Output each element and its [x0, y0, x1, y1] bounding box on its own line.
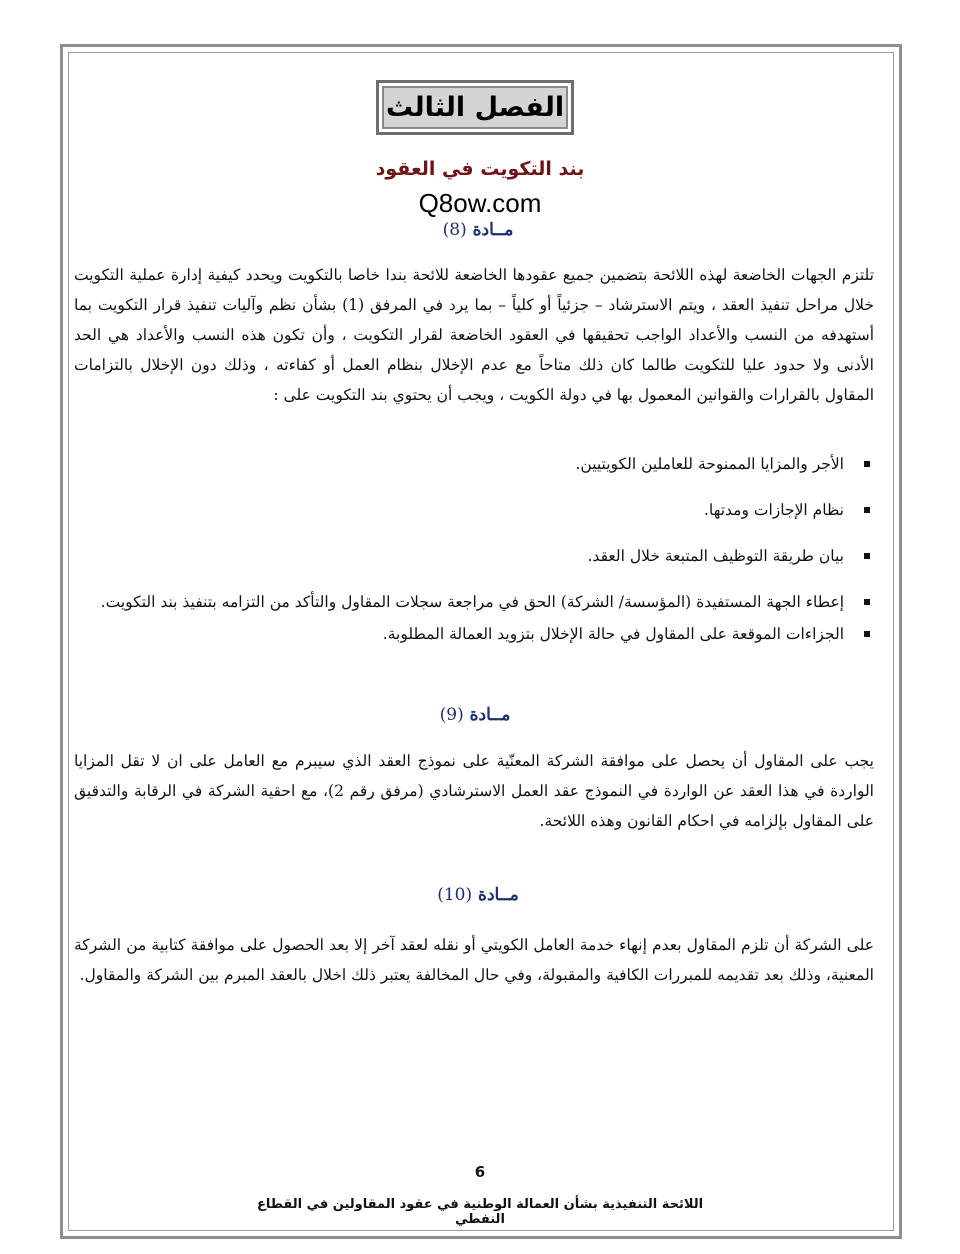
- article-10-heading-word: مــادة: [478, 885, 519, 905]
- article-9-paragraph: يجب على المقاول أن يحصل على موافقة الشركة المعنّية على نموذج العقد الذي سيبرم مع العامل على ان لا تقل المزايا الواردة في هذا العقد عن الواردة في النموذج عقد العمل الاسترشادي (مرفق رقم 2)، مع احقية الشركة في الرقابة والتدقيق على المقاول بإلزامه في احكام القانون وهذه اللائحة.: [74, 752, 874, 830]
- bullet-square-icon: [864, 553, 870, 559]
- section-title: بند التكويت في العقود: [375, 158, 585, 180]
- chapter-title: الفصل الثالث: [385, 92, 565, 123]
- bullet-square-icon: [864, 631, 870, 637]
- chapter-title-box: [376, 80, 574, 135]
- bullet-item: [74, 542, 844, 570]
- bullet-square-icon: [864, 461, 870, 467]
- footer-title: اللائحة التنفيذية بشأن العمالة الوطنية في عقود المقاولين في القطاع النفطي: [256, 1197, 704, 1227]
- article-8-bullet-list: [74, 450, 844, 648]
- article-10-paragraph: على الشركة أن تلزم المقاول بعدم إنهاء خدمة العامل الكويتي أو نقله لعقد آخر إلا بعد الحصول على موافقة كتابية من الشركة المعنية، وذلك بعد تقديمه للمبررات الكافية والمقبولة، وفي حال المخالفة يعتبر ذلك اخلال بالعقد المبرم بين الشركة والمقاول.: [74, 936, 874, 984]
- bullet-square-icon: [864, 599, 870, 605]
- article-9-heading-number: (9): [439, 705, 464, 725]
- article-8-heading-number: (8): [442, 220, 467, 240]
- page-number: 6: [474, 1163, 486, 1181]
- bullet-item: [74, 450, 844, 478]
- article-10-heading: [378, 885, 578, 905]
- article-8-heading-word: مــادة: [472, 220, 514, 240]
- article-8-heading: [378, 220, 578, 240]
- bullet-item: [74, 496, 844, 524]
- article-9-heading-word: مــادة: [469, 705, 511, 725]
- article-9-heading: [375, 705, 575, 725]
- article-8-paragraph: تلتزم الجهات الخاضعة لهذه اللائحة بتضمين جميع عقودها الخاضعة للائحة بندا خاصا بالتكويت ويحدد كيفية إدارة عملية التكويت خلال مراحل تنفيذ العقد ، ويتم الاسترشاد – جزئياً أو كلياً – بما يرد في المرفق (1) بشأن نظم وآليات تنفيذ قرار التكويت بما أستهدفه من النسب والأعداد الواجب تحقيقها في العقود الخاضعة لقرار التكويت ، وأن تكون هذه النسب والأعداد هي الحد الأدنى ولا حدود عليا للتكويت طالما كان ذلك متاحاً مع عدم الإخلال بنظام العمل أو كفاءته ، وذلك دون الإخلال بالتزامات المقاول بالقرارات والقوانين المعمول بها في دولة الكويت ، ويجب أن يحتوي بند التكويت على :: [74, 266, 874, 404]
- bullet-text: الأجر والمزايا الممنوحة للعاملين الكويتيين.: [575, 455, 844, 473]
- bullet-item: [74, 620, 844, 648]
- bullet-text: نظام الإجازات ومدتها.: [703, 501, 844, 519]
- bullet-text: بيان طريقة التوظيف المتبعة خلال العقد.: [587, 547, 844, 565]
- bullet-text: إعطاء الجهة المستفيدة (المؤسسة/ الشركة) الحق في مراجعة سجلات المقاول والتأكد من التزامه بتنفيذ بند التكويت.: [100, 593, 844, 611]
- bullet-item: [74, 588, 844, 616]
- bullet-square-icon: [864, 507, 870, 513]
- watermark-text: Q8ow.com: [418, 188, 542, 218]
- article-10-heading-number: (10): [437, 885, 473, 905]
- bullet-text: الجزاءات الموقعة على المقاول في حالة الإخلال بتزويد العمالة المطلوبة.: [382, 625, 844, 643]
